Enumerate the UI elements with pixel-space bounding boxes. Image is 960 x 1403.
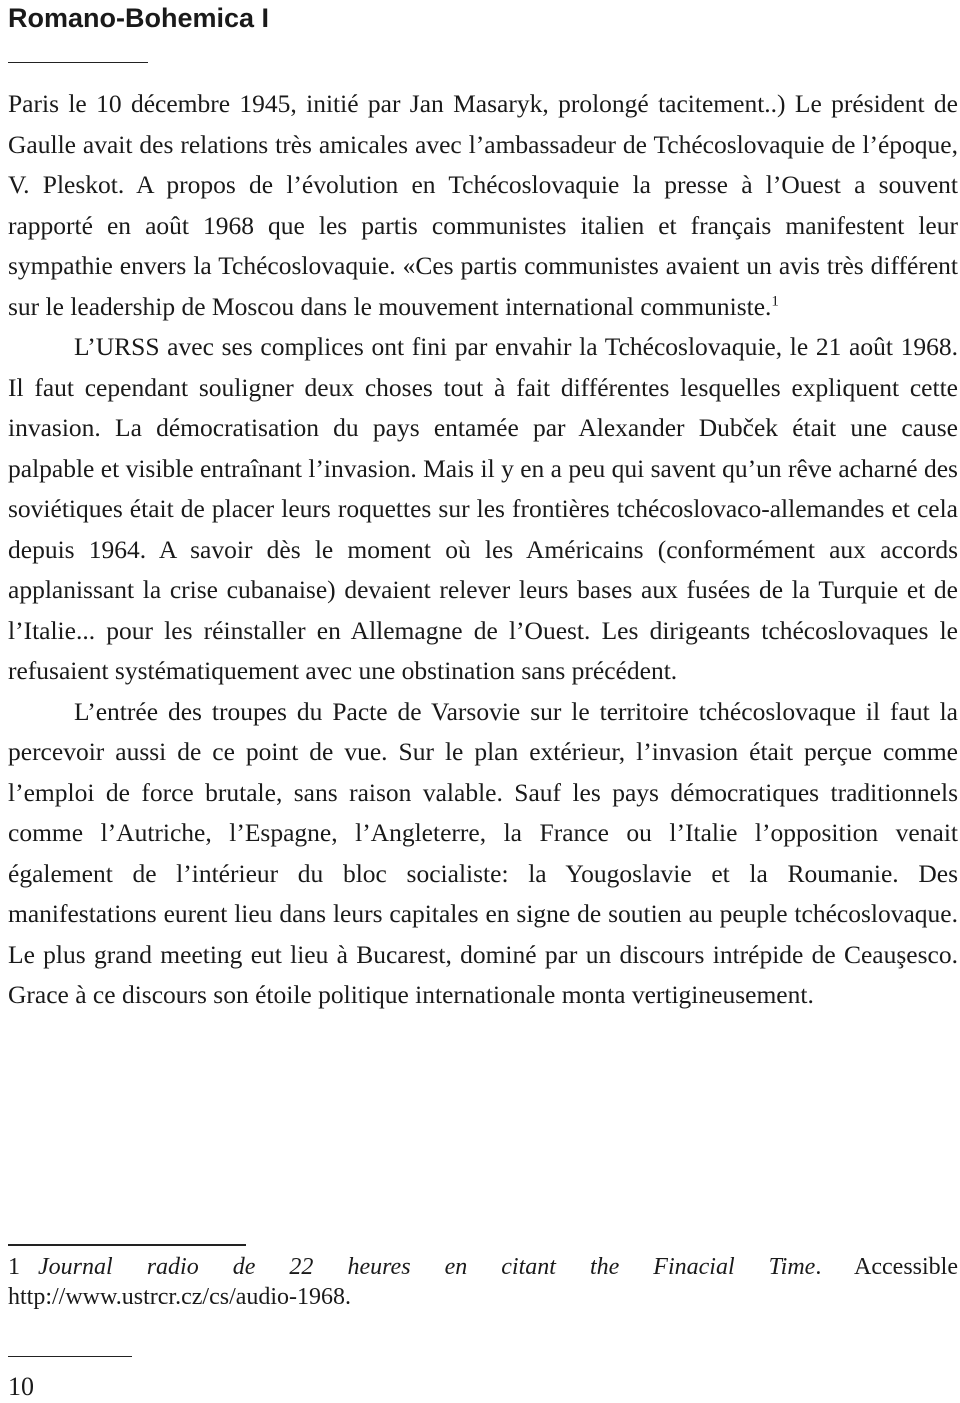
paragraph-2-text: L’URSS avec ses complices ont fini par envahir la Tchécoslovaquie, le 21 août 1968. Il faut cependant souligner deux choses tout à fait différentes lesquelles expliquent cette invasion. La démocratisation du pays entamée par Alexander Dubček était une cause palpable et visible entraînant l’invasion. Mais il y en a peu qui savent qu’un rêve acharné des soviétiques était de placer leurs roquettes sur les frontières tchécoslovaco-allemandes et cela depuis 1964. A savoir dès le moment où les Américains (conformément aux accords applanissant la crise cubanaise) devaient relever leurs bases aux fusées de la Turquie et de l’Italie... pour les réinstaller en Allemagne de l’Ouest. Les dirigeants tchécoslovaques le refusaient systématiquement avec une obstination sans précédent. [8, 332, 958, 685]
footnote [8, 1252, 958, 1312]
paragraph-3-text: L’entrée des troupes du Pacte de Varsovie sur le territoire tchécoslovaque il faut la percevoir aussi de ce point de vue. Sur le plan extérieur, l’invasion était perçue comme l’emploi de force brutale, sans raison valable. Sauf les pays démocratiques traditionnels comme l’Autriche, l’Espagne, l’Angleterre, la France ou l’Italie l’opposition venait également de l’intérieur du bloc socialiste: la Yougoslavie et la Roumanie. Des manifestations eurent lieu dans leurs capitales en signe de soutien au peuple tchécoslovaque. Le plus grand meeting eut lieu à Bucarest, dominé par un discours intrépide de Ceauşesco. Grace à ce discours son étoile politique internationale monta vertigineusement. [8, 696, 958, 1009]
footnote-source-title: Journal radio de 22 heures en citant the Finacial Time [38, 1254, 816, 1280]
paragraph-2 [8, 327, 958, 692]
header-divider [8, 62, 148, 63]
running-header: Romano-Bohemica I [8, 3, 270, 33]
paragraph-1 [8, 84, 958, 327]
footnote-text: . Accessible http://www.ustrcr.cz/cs/audio-1968. [8, 1254, 958, 1310]
page-number-divider [8, 1356, 132, 1357]
footnote-reference: 1 [771, 293, 779, 309]
footnote-divider [8, 1244, 246, 1246]
page-number: 10 [8, 1372, 34, 1401]
paragraph-3 [8, 692, 958, 1016]
main-text [8, 84, 958, 1016]
paragraph-1-text: Paris le 10 décembre 1945, initié par Jan Masaryk, prolongé tacitement..) Le président de Gaulle avait des relations très amicales avec l’ambassadeur de Tchécoslovaquie de l’époque, V. Pleskot. A propos de l’évolution en Tchécoslovaquie la presse à l’Ouest a souvent rapporté en août 1968 que les partis communistes italien et français manifestent leur sympathie envers la Tchécoslovaquie. «Ces partis communistes avaient un avis très différent sur le leadership de Moscou dans le mouvement international communiste. [8, 89, 958, 321]
footnote-number: 1 [8, 1254, 20, 1280]
